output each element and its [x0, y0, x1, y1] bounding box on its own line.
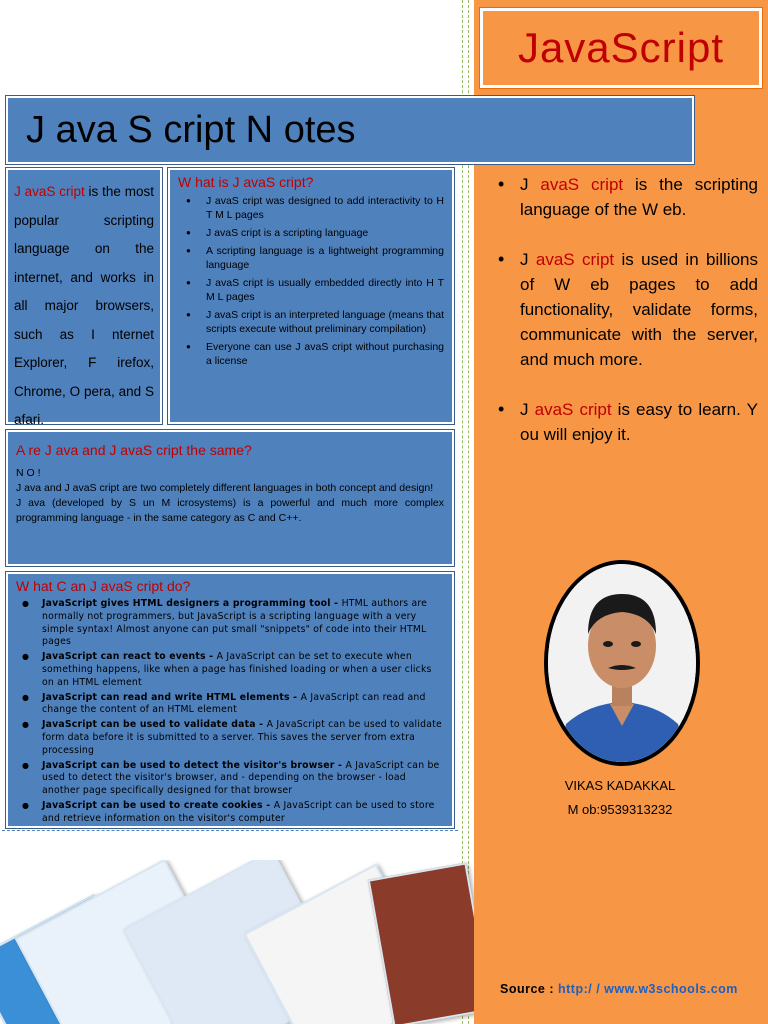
list-item: ● JavaScript can be used to detect the visitor's browser - A JavaScript can be used to detect the visitor's browser, and - depending on the browser - load another page specifically designed for that browser [16, 760, 444, 798]
same-title: A re J ava and J avaS cript the same? [16, 442, 252, 458]
list-item: ● JavaScript can react to events - A JavaScript can be set to execute when something happens, like when a page has finished loading or when a user clicks on an HTML element [16, 651, 444, 689]
source-line [500, 982, 762, 996]
list-item: ● Everyone can use J avaS cript without purchasing a license [178, 340, 444, 368]
list-item: ● JavaScript gives HTML designers a programming tool - HTML authors are normally not programmers, but JavaScript is a scripting language with a very simple syntax! Almost anyone can put small "snippets" of code into their HTML pages [16, 598, 444, 649]
list-item: ● J avaS cript is usually embedded directly into H T M L pages [178, 276, 444, 304]
person-name: VIKAS KADAKKAL [564, 778, 676, 793]
list-item: ● A scripting language is a lightweight programming language [178, 244, 444, 272]
list-item: • J avaS cript is the scripting language of the W eb. [496, 172, 758, 222]
intro-text: is the most popular scripting language on the internet, and works in all major browsers, such as I nternet Explorer, F irefox, Chrome, O pera, and S afari. [14, 184, 154, 427]
side-bullet-list [496, 172, 758, 472]
what-is-list [178, 194, 444, 368]
person-illustration [548, 564, 696, 762]
same-paragraph-2: J ava (developed by S un M icrosystems) is a powerful and much more complex programming language - in the same category as C and C++. [16, 497, 444, 524]
brand-box [480, 8, 762, 88]
can-do-list [16, 598, 444, 826]
what-is-title: W hat is J avaS cript? [178, 174, 314, 190]
can-do-title: W hat C an J avaS cript do? [16, 578, 191, 594]
same-paragraph-1: J ava and J avaS cript are two completely different languages in both concept and design! [16, 482, 434, 494]
portrait-frame [544, 560, 700, 766]
intro-name: J avaS cript [14, 184, 85, 199]
can-do-panel [6, 572, 454, 828]
panel-divider [2, 830, 458, 831]
list-item: • J avaS cript is easy to learn. Y ou will enjoy it. [496, 397, 758, 447]
list-item: ● J avaS cript was designed to add interactivity to H T M L pages [178, 194, 444, 222]
notes-title-bar [6, 96, 694, 164]
same-panel [6, 430, 454, 566]
person-mobile: M ob:9539313232 [567, 802, 673, 817]
source-label: Source : [500, 982, 555, 996]
same-no: N O ! [16, 467, 41, 479]
what-is-panel [168, 168, 454, 424]
page-title: J ava S cript N otes [26, 108, 356, 151]
list-item: ● JavaScript can read and write HTML elements - A JavaScript can read and change the content of an HTML element [16, 692, 444, 718]
list-item: ● J avaS cript is an interpreted language (means that scripts execute without preliminary compilation) [178, 308, 444, 336]
screenshot-collage [0, 860, 474, 1024]
intro-panel [6, 168, 162, 427]
list-item: • J avaS cript is used in billions of W eb pages to add functionality, validate forms, communicate with the server, and much more. [496, 247, 758, 372]
portrait-photo [548, 564, 696, 762]
brand-title: JavaScript [517, 24, 725, 71]
source-link[interactable]: http:/ / www.w3schools.com [558, 982, 738, 996]
list-item: ● J avaS cript is a scripting language [178, 226, 444, 240]
list-item: ● JavaScript can be used to create cookies - A JavaScript can be used to store and retrieve information on the visitor's computer [16, 800, 444, 826]
list-item: ● JavaScript can be used to validate data - A JavaScript can be used to validate form data before it is submitted to a server. This saves the server from extra processing [16, 719, 444, 757]
